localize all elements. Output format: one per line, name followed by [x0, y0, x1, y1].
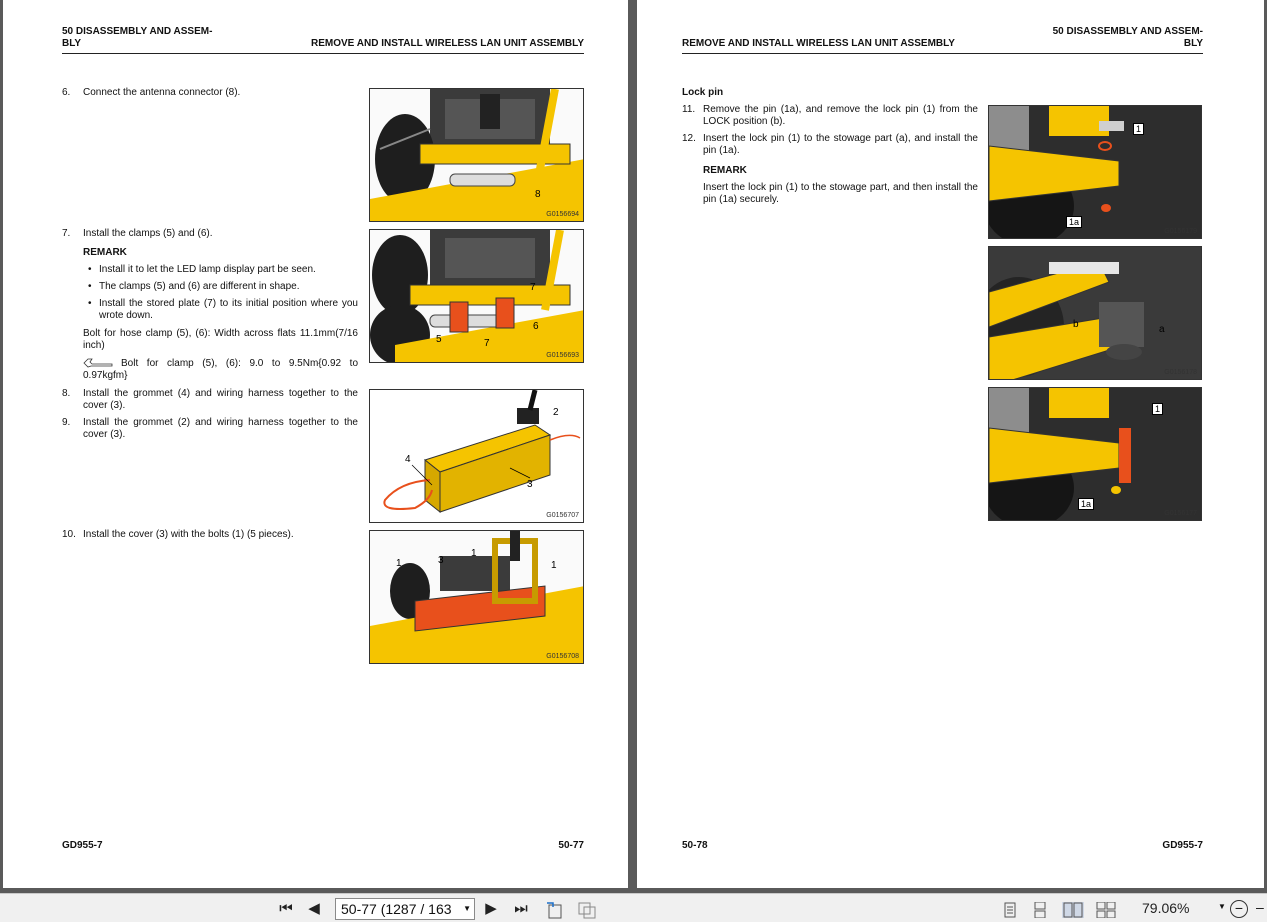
machine-illustration [989, 388, 1202, 521]
section-title: Lock pin [682, 87, 724, 98]
figure-cover-install [369, 530, 584, 664]
bullet-item [88, 264, 358, 277]
step-number: 7. [62, 228, 71, 239]
step-10 [62, 529, 362, 543]
footer-model: GD955-7 [62, 840, 103, 851]
figure-antenna-connector [369, 88, 584, 222]
callout-label: 8 [535, 189, 541, 200]
viewer-toolbar [0, 893, 1267, 922]
callout-label: 6 [533, 321, 539, 332]
single-page-icon[interactable] [1002, 902, 1018, 918]
section-header-line2: BLY [1183, 38, 1203, 49]
section-header [62, 26, 212, 50]
callout-label: 1 [471, 548, 477, 559]
cover-illustration [370, 390, 584, 523]
machine-illustration [370, 230, 584, 363]
bullet-item [88, 298, 358, 324]
step-11 [682, 104, 982, 130]
remark-label: REMARK [703, 165, 747, 176]
page-title: REMOVE AND INSTALL WIRELESS LAN UNIT ASSEMBLY [311, 38, 584, 49]
page-title: REMOVE AND INSTALL WIRELESS LAN UNIT ASSEMBLY [682, 38, 955, 49]
two-page-continuous-icon[interactable] [1096, 902, 1116, 918]
callout-label: 1 [1133, 123, 1144, 135]
section-header-line1: 50 DISASSEMBLY AND ASSEM- [62, 26, 213, 37]
bullet-text: The clamps (5) and (6) are different in shape. [99, 281, 300, 292]
step-text: Install the grommet (2) and wiring harness together to the cover (3). [83, 417, 358, 440]
step-text: Install the grommet (4) and wiring harness together to the cover (3). [83, 388, 358, 411]
figure-id: G0156178 [1164, 369, 1197, 376]
next-page-icon[interactable]: ▶ [485, 900, 497, 917]
step-text: Install the cover (3) with the bolts (1) (5 pieces). [83, 529, 294, 540]
step-6 [62, 87, 362, 101]
step-text: Remove the pin (1a), and remove the lock pin (1) from the LOCK position (b). [703, 104, 978, 127]
bolt-spec: Bolt for hose clamp (5), (6): Width across flats 11.1mm(7/16 inch) [83, 328, 358, 351]
callout-label: b [1073, 319, 1079, 330]
callout-label: a [1159, 324, 1165, 335]
section-header-line2: BLY [62, 38, 82, 49]
left-page [3, 0, 628, 888]
prev-page-icon[interactable]: ◀ [308, 900, 320, 917]
footer-model: GD955-7 [1162, 840, 1203, 851]
extract-icon[interactable] [577, 901, 597, 919]
callout-label: 7 [484, 338, 490, 349]
figure-lock-pin-removed [988, 105, 1202, 239]
callout-label: 1a [1066, 216, 1082, 228]
header-rule [62, 53, 584, 54]
figure-cover-grommets [369, 389, 584, 523]
step-number: 11. [682, 104, 696, 115]
figure-id: G0156694 [546, 211, 579, 218]
section-header [1053, 26, 1203, 50]
step-number: 9. [62, 417, 71, 428]
callout-label: 1 [1152, 403, 1163, 415]
figure-clamps [369, 229, 584, 363]
footer-page-number: 50-78 [682, 840, 708, 851]
machine-illustration [989, 247, 1202, 380]
first-page-icon[interactable]: ⏮ [279, 900, 293, 917]
chevron-down-icon[interactable]: ▼ [1218, 902, 1226, 911]
figure-stowage-part [988, 246, 1202, 380]
callout-label: 4 [405, 454, 411, 465]
callout-label: 1 [396, 558, 402, 569]
rotate-icon[interactable] [545, 901, 565, 919]
bullet-dot: • [88, 281, 92, 292]
step-text: Install the clamps (5) and (6). [83, 228, 213, 239]
step-9 [62, 417, 362, 443]
figure-id: G0156707 [546, 512, 579, 519]
right-page [637, 0, 1264, 888]
page-number-value: 50-77 (1287 / 163 [341, 901, 452, 917]
two-page-icon[interactable] [1062, 902, 1084, 918]
footer-page-number: 50-77 [558, 840, 584, 851]
zoom-slider-icon[interactable]: – [1256, 899, 1264, 915]
zoom-out-icon[interactable]: − [1230, 900, 1248, 918]
step-number: 8. [62, 388, 71, 399]
step-8 [62, 388, 362, 414]
chevron-down-icon[interactable]: ▼ [463, 904, 471, 913]
step-7 [62, 228, 362, 242]
machine-illustration [370, 89, 584, 222]
step-number: 12. [682, 133, 696, 144]
page-number-input[interactable] [335, 898, 475, 920]
callout-label: 5 [436, 334, 442, 345]
remark-text: Insert the lock pin (1) to the stowage part, and then install the pin (1a) securely. [703, 182, 978, 205]
section-header-line1: 50 DISASSEMBLY AND ASSEM- [1052, 26, 1203, 37]
step-12 [682, 133, 982, 159]
continuous-icon[interactable] [1032, 902, 1048, 918]
figure-id: G0156708 [546, 653, 579, 660]
machine-illustration [989, 106, 1202, 239]
step-number: 10. [62, 529, 76, 540]
wrench-icon [83, 358, 113, 368]
bullet-dot: • [88, 264, 92, 275]
bullet-dot: • [88, 298, 92, 309]
callout-label: 2 [553, 407, 559, 418]
torque-spec [83, 358, 358, 382]
step-number: 6. [62, 87, 71, 98]
callout-label: 7 [530, 282, 536, 293]
figure-id: G0156179 [1164, 228, 1197, 235]
zoom-level[interactable]: 79.06% [1142, 900, 1190, 916]
machine-illustration [370, 531, 584, 664]
last-page-icon[interactable]: ⏭ [514, 900, 528, 917]
bullet-text: Install the stored plate (7) to its initial position where you wrote down. [99, 298, 358, 321]
bullet-text: Install it to let the LED lamp display part be seen. [99, 264, 316, 275]
bullet-item [88, 281, 358, 294]
callout-label: 1a [1078, 498, 1094, 510]
figure-id: G0156693 [546, 352, 579, 359]
header-rule [682, 53, 1203, 54]
figure-id: G0156177 [1164, 510, 1197, 517]
remark-label: REMARK [83, 247, 127, 258]
callout-label: 1 [551, 560, 557, 571]
figure-lock-pin-installed [988, 387, 1202, 521]
callout-label: 3 [527, 479, 533, 490]
step-text: Insert the lock pin (1) to the stowage part (a), and install the pin (1a). [703, 133, 978, 156]
torque-text: Bolt for clamp (5), (6): 9.0 to 9.5Nm{0.92 to 0.97kgfm} [83, 358, 358, 381]
step-text: Connect the antenna connector (8). [83, 87, 241, 98]
callout-label: 3 [438, 555, 444, 566]
